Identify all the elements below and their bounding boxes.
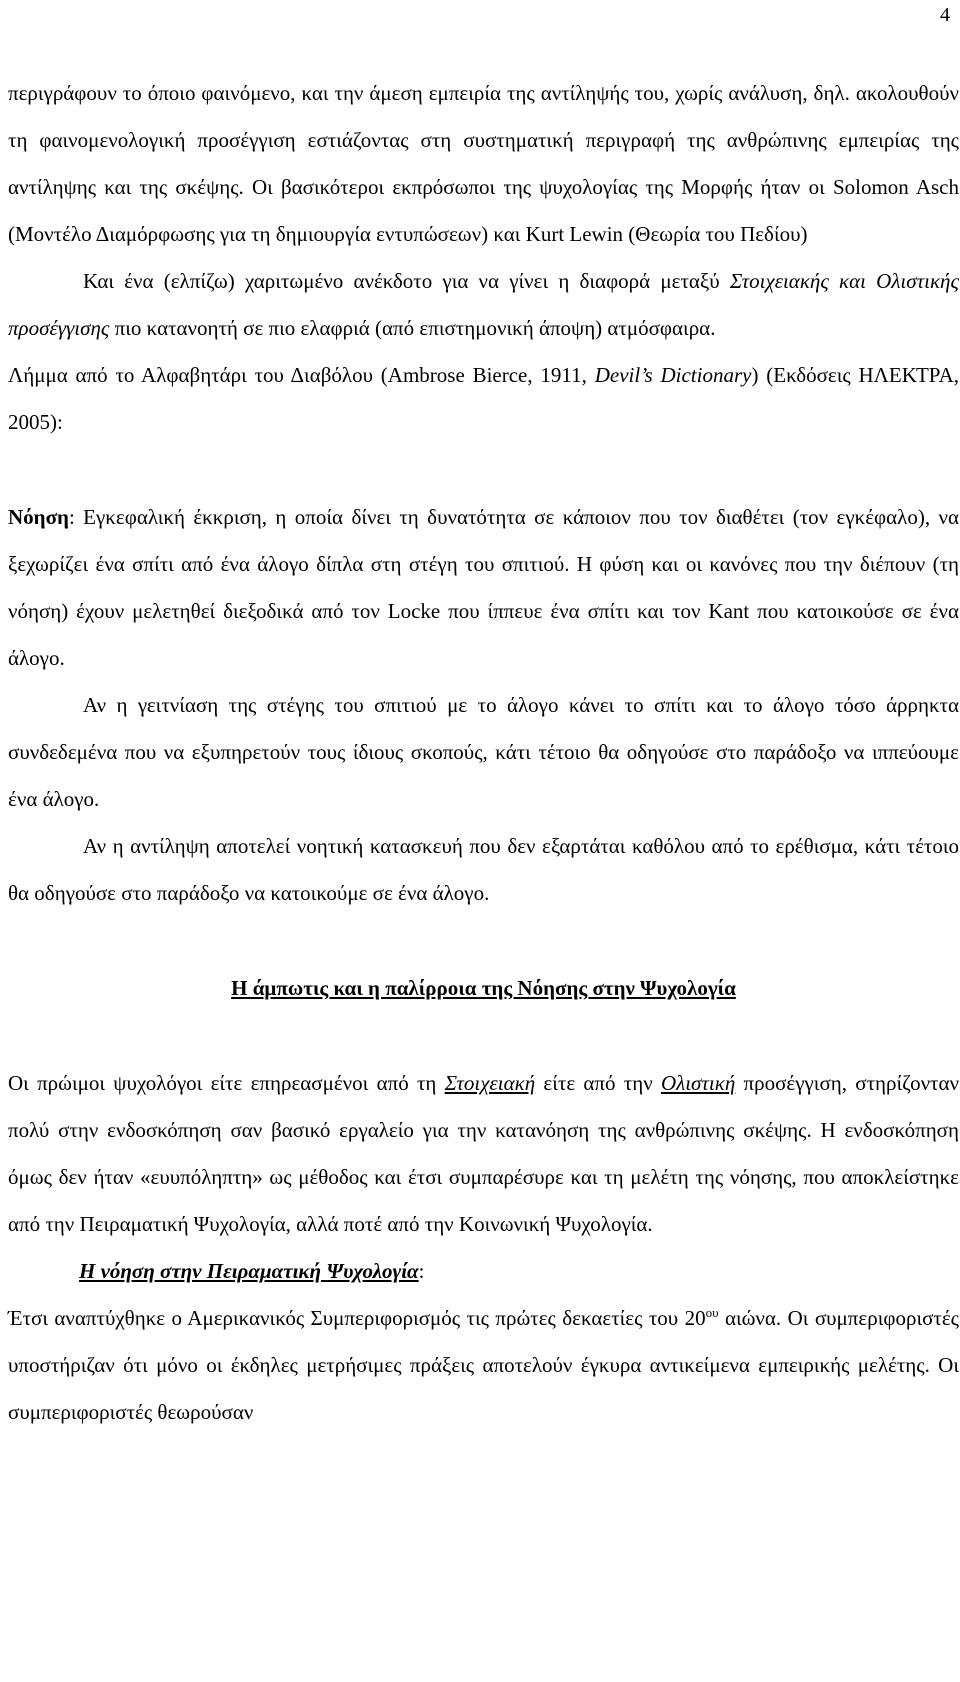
paragraph-text: Έτσι αναπτύχθηκε ο Αμερικανικός Συμπεριφορισμός τις πρώτες δεκαετίες του 20 [8, 1306, 706, 1330]
paragraph-perception [8, 823, 959, 917]
italic-term: Στοιχειακής και Ολιστικής προσέγγισης [8, 269, 959, 340]
paragraph-text: είτε από την [535, 1071, 661, 1095]
subsection-title: Η νόηση στην Πειραματική Ψυχολογία [79, 1259, 419, 1283]
definition-term: Νόηση [8, 505, 69, 529]
paragraph-text: Αν η αντίληψη αποτελεί νοητική κατασκευή που δεν εξαρτάται καθόλου από το ερέθισμα, κάτι τέτοιο θα οδηγούσε στο παράδοξο να κατοικούμε σε ένα άλογο. [8, 834, 959, 905]
underlined-term: Ολιστική [660, 1071, 736, 1095]
underlined-term: Στοιχειακή [444, 1071, 536, 1095]
paragraph-gestalt [8, 70, 959, 258]
paragraph-anecdote-intro [8, 258, 959, 352]
superscript-ordinal: ου [705, 1305, 719, 1320]
paragraph-text: Αν η γειτνίαση της στέγης του σπιτιού με το άλογο κάνει το σπίτι και το άλογο τόσο άρρηκτα συνδεδεμένα που να εξυπηρετούν τους ίδιους σκοπούς, κάτι τέτοιο θα οδηγούσε στο παράδοξο να ιππεύουμε ένα άλογο. [8, 693, 959, 811]
paragraph-text: προσέγγιση, στηρίζονταν πολύ στην ενδοσκόπηση σαν βασικό εργαλείο για την κατανόηση της ανθρώπινης σκέψης. Η ενδοσκόπηση όμως δεν ήταν «ευυπόληπτη» ως μέθοδος και έτσι συμπαρέσυρε και τη μελέτη της νόησης, που αποκλείστηκε από την Πειραματική Ψυχολογία, αλλά ποτέ από την Κοινωνική Ψυχολογία. [8, 1071, 959, 1236]
section-heading: Η άμπωτις και η παλίρροια της Νόησης στην Ψυχολογία [231, 976, 736, 1000]
italic-title: Devil’s Dictionary [594, 363, 752, 387]
paragraph-definition [8, 494, 959, 682]
paragraph-text: ) (Εκδόσεις ΗΛΕΚΤΡΑ, 2005): [8, 363, 959, 434]
paragraph-roof [8, 682, 959, 823]
paragraph-text: περιγράφουν το όποιο φαινόμενο, και την άμεση εμπειρία της αντίληψής του, χωρίς ανάλυση, δηλ. ακολουθούν τη φαινομενολογική προσέγγιση εστιάζοντας στη συστηματική περιγραφή της ανθρώπινης εμπειρίας της αντίληψης και της σκέψης. Οι βασικότεροι εκπρόσωποι της ψυχολογίας της Μορφής ήταν οι Solomon Asch (Μοντέλο Διαμόρφωσης για τη δημιουργία εντυπώσεων) και Kurt Lewin (Θεωρία του Πεδίου) [8, 81, 959, 246]
page-number: 4 [940, 4, 950, 26]
paragraph-text: : Εγκεφαλική έκκριση, η οποία δίνει τη δυνατότητα σε κάποιον που τον διαθέτει (τον εγκέφαλο), να ξεχωρίζει ένα σπίτι από ένα άλογο δίπλα στη στέγη του σπιτιού. Η φύση και οι κανόνες που την διέπουν (τη νόηση) έχουν μελετηθεί διεξοδικά από τον Locke που ίππευε ένα σπίτι και τον Kant που κατοικούσε σε ένα άλογο. [8, 505, 959, 670]
paragraph-introspection [8, 1060, 959, 1248]
subsection-heading [8, 1248, 959, 1295]
paragraph-behaviorism [8, 1295, 959, 1436]
subsection-colon: : [418, 1259, 425, 1283]
paragraph-text: αιώνα. Οι συμπεριφοριστές υποστήριζαν ότι μόνο οι έκδηλες μετρήσιμες πράξεις αποτελούν έγκυρα αντικείμενα εμπειρικής μελέτης. Οι συμπεριφοριστές θεωρούσαν [8, 1306, 959, 1424]
paragraph-text: Λήμμα από το Αλφαβητάρι του Διαβόλου (Ambrose Bierce, 1911, [8, 363, 595, 387]
paragraph-dictionary-source [8, 352, 959, 446]
paragraph-text: Οι πρώιμοι ψυχολόγοι είτε επηρεασμένοι από τη [8, 1071, 445, 1095]
paragraph-text: πιο κατανοητή σε πιο ελαφριά (από επιστημονική άποψη) ατμόσφαιρα. [109, 316, 716, 340]
document-body [8, 70, 959, 1436]
paragraph-text: Και ένα (ελπίζω) χαριτωμένο ανέκδοτο για να γίνει η διαφορά μεταξύ [83, 269, 730, 293]
